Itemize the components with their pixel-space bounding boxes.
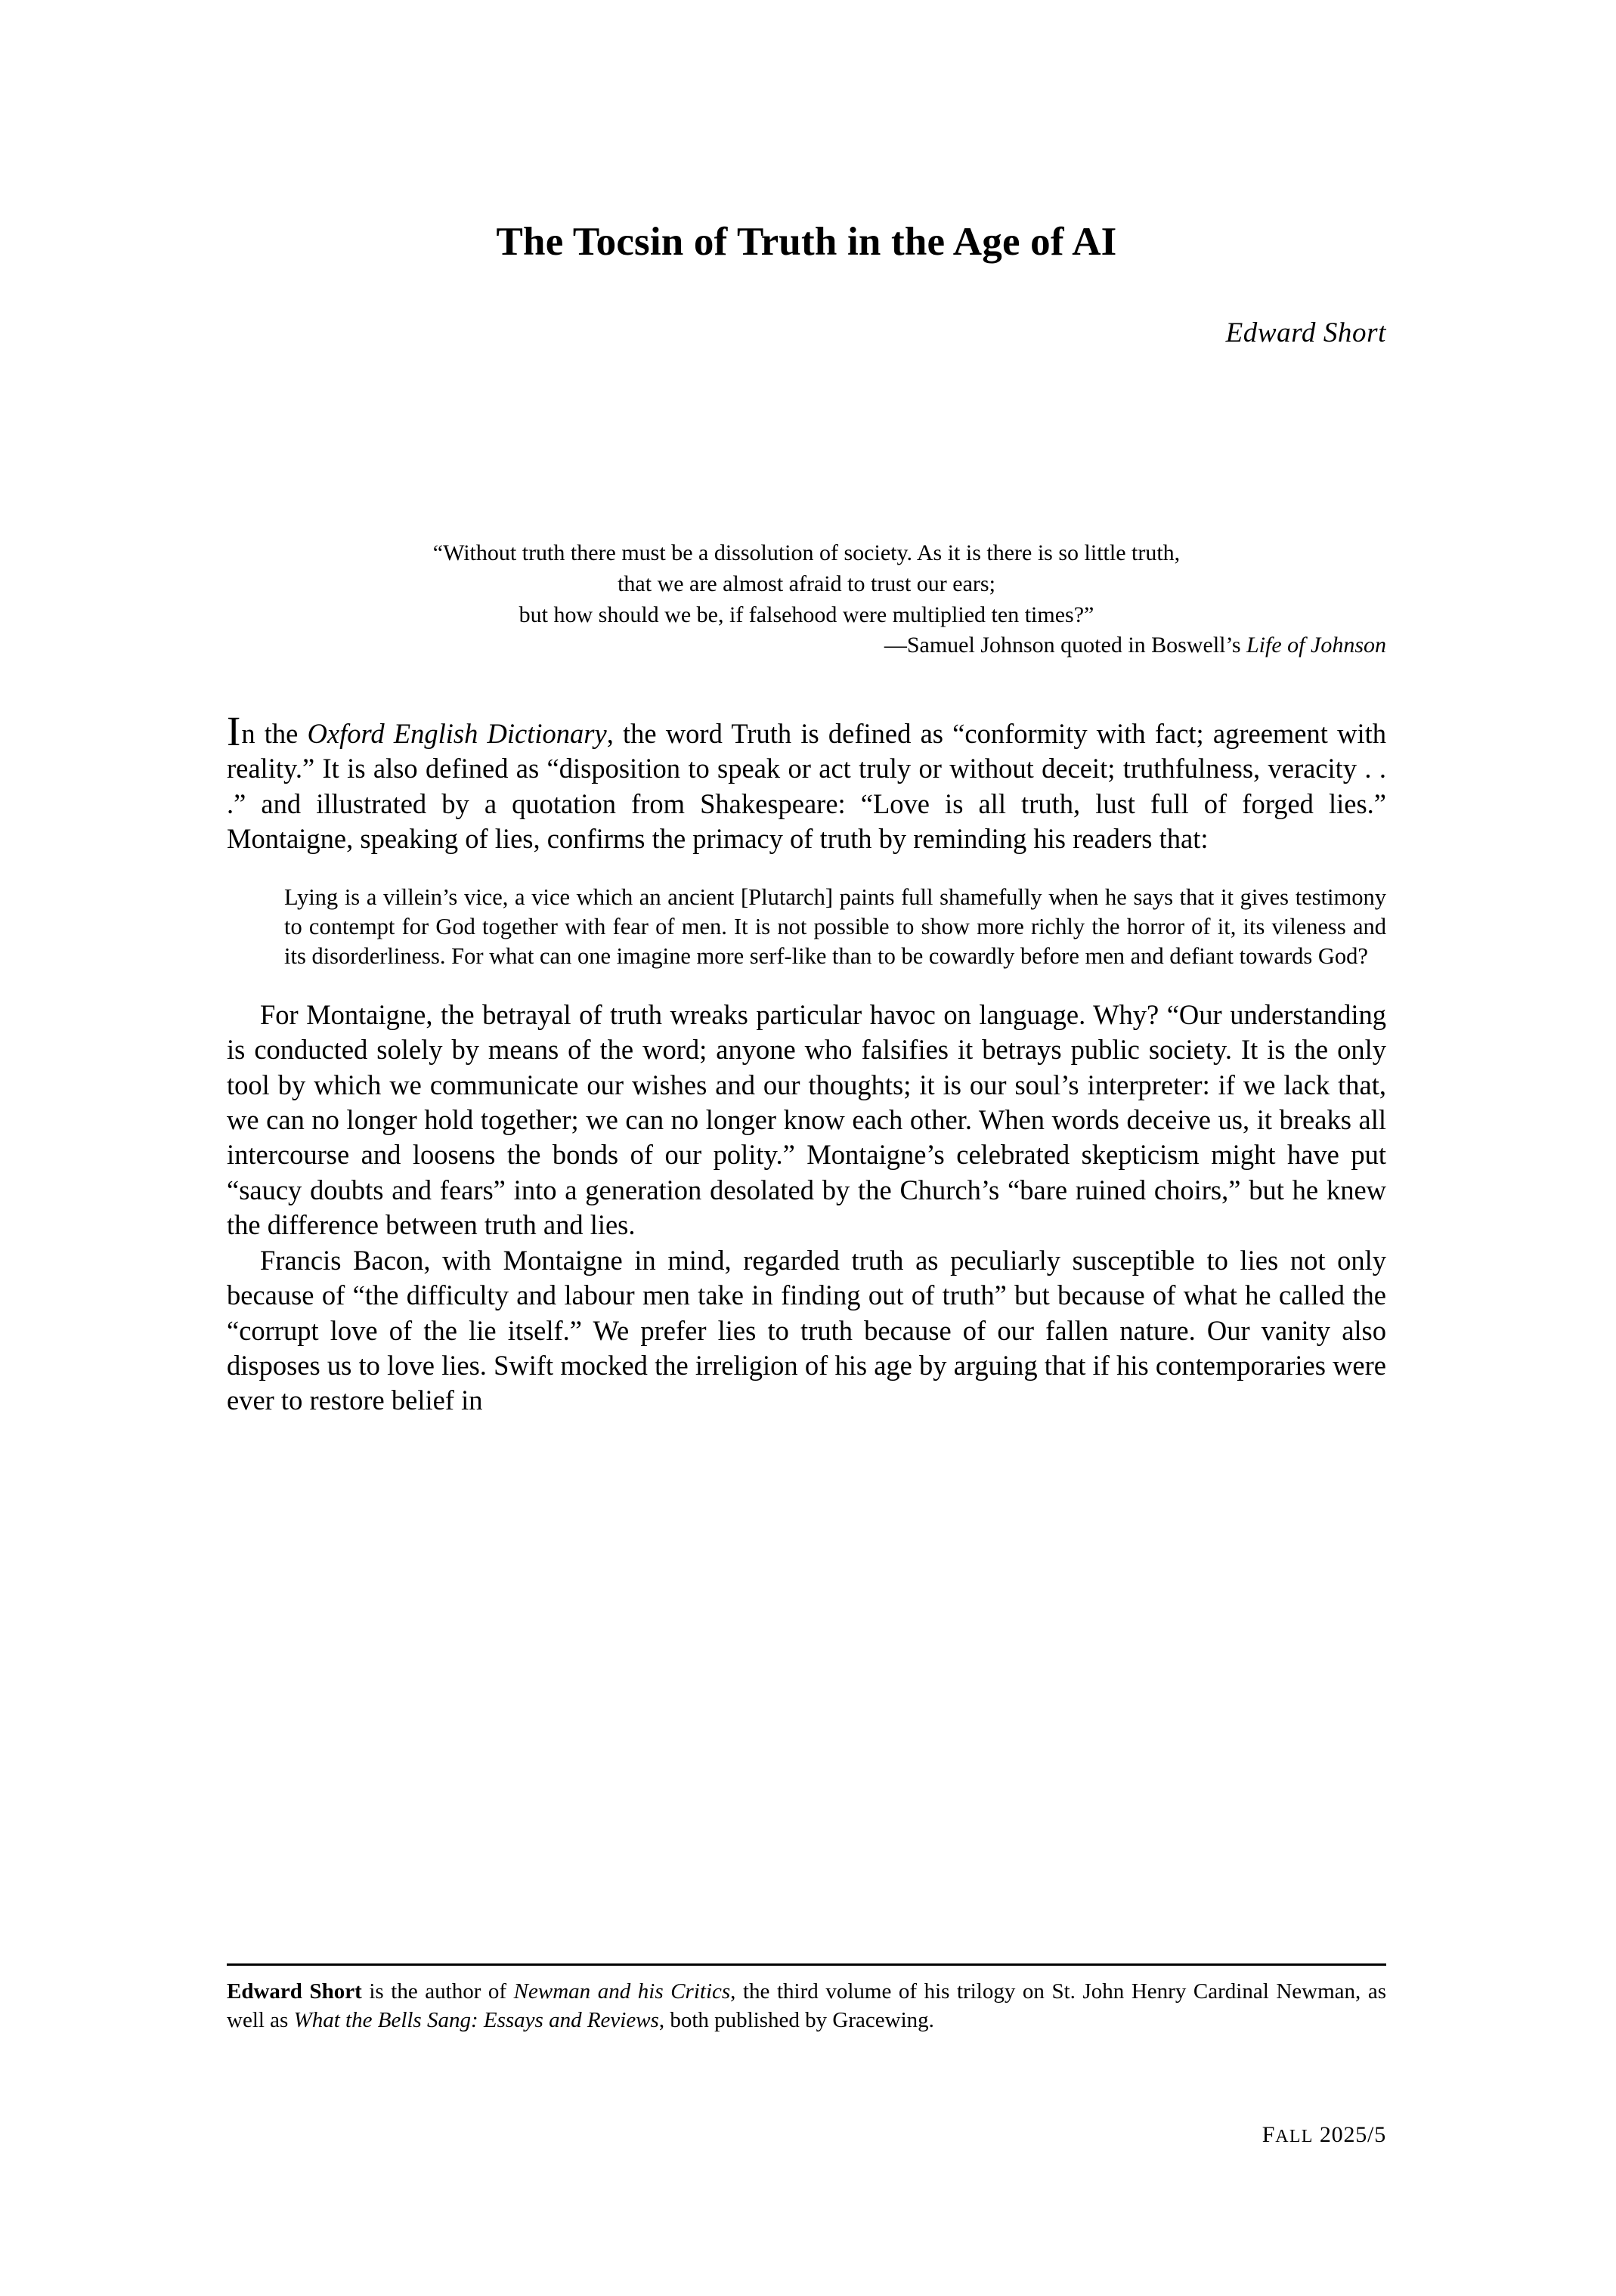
epigraph-attribution-work: Life of Johnson — [1246, 633, 1386, 658]
footer-issue-number: 2025/5 — [1313, 2122, 1386, 2147]
footer-season-initial: F — [1262, 2122, 1276, 2147]
page-footer — [227, 2122, 1386, 2148]
author-footnote — [227, 1963, 1386, 2035]
footnote-author-name: Edward Short — [227, 1979, 362, 2004]
footnote-text-a: is the author of — [361, 1979, 514, 2004]
footnote-work-bells: What the Bells Sang: Essays and Reviews — [293, 2007, 659, 2032]
footnote-text — [227, 1978, 1386, 2035]
paragraph-bacon: Francis Bacon, with Montaigne in mind, regarded truth as peculiarly susceptible to lies not only because of “the difficulty and labour men take in finding out of truth” but because of what he called the “corrupt love of the lie itself.” We prefer lies to truth because of our fallen nature. Our vanity also disposes us to love lies. Swift mocked the irreligion of his age by arguing that if his contemporaries were ever to restore belief in — [227, 1244, 1386, 1416]
block-quotation-montaigne: Lying is a villein’s vice, a vice which an ancient [Plutarch] paints full shamefully when he says that it gives testimony to contempt for God together with fear of men. It is not possible to show more richly the horror of it, its vileness and its disorderliness. For what can one imagine more serf-like than to be cowardly before men and defiant towards God? — [284, 883, 1386, 970]
cited-work-oed: Oxford English Dictionary — [307, 718, 607, 749]
paragraph-opening-text-a: n the — [241, 718, 308, 749]
epigraph-line: but how should we be, if falsehood were multiplied ten times?” — [519, 602, 1094, 627]
epigraph-block — [227, 538, 1386, 661]
epigraph-line: “Without truth there must be a dissolution of society. As it is there is so little truth, — [432, 540, 1181, 565]
footnote-work-newman: Newman and his Critics — [513, 1979, 731, 2004]
paragraph-montaigne: For Montaigne, the betrayal of truth wreaks particular havoc on language. Why? “Our understanding is conducted solely by means of the word; anyone who falsifies it betrays public society. It is the only tool by which we communicate our wishes and our thoughts; it is our soul’s interpreter: if we lack that, we can no longer hold together; we can no longer know each other. When words deceive us, it breaks all intercourse and loosens the bonds of our polity.” Montaigne’s celebrated skepticism might have put “saucy doubts and fears” into a generation desolated by the Church’s “bare ruined choirs,” but he knew the difference between truth and lies. — [227, 998, 1386, 1241]
footnote-divider — [227, 1963, 1386, 1966]
paragraph-opening-text-b: , the word Truth is defined as “conformity with fact; agreement with reality.” It is also defined as “disposition to speak or act truly or without deceit; truthfulness, veracity . . .” and illustrated by a quotation from Shakespeare: “Love is all truth, lust full of forged lies.” Montaigne, speaking of lies, confirms the primacy of truth by reminding his readers that: — [227, 718, 1386, 855]
footer-season-rest: ALL — [1275, 2127, 1314, 2146]
raised-initial-capital: I — [227, 708, 242, 754]
author-byline: Edward Short — [1225, 317, 1386, 348]
title-block — [227, 219, 1386, 349]
paragraph-opening — [227, 708, 1386, 857]
body-text — [227, 708, 1386, 1419]
footnote-text-c: , both published by Gracewing. — [658, 2007, 934, 2032]
page-title: The Tocsin of Truth in the Age of AI — [496, 220, 1117, 264]
footnote-text-b: , the third volume of his trilogy on St. John Henry Cardinal Newman, as well as — [227, 1979, 1386, 2032]
epigraph-attribution-source: —Samuel Johnson quoted in Boswell’s — [884, 633, 1246, 658]
epigraph-attribution — [227, 630, 1386, 661]
epigraph-line: that we are almost afraid to trust our ears; — [618, 571, 995, 596]
